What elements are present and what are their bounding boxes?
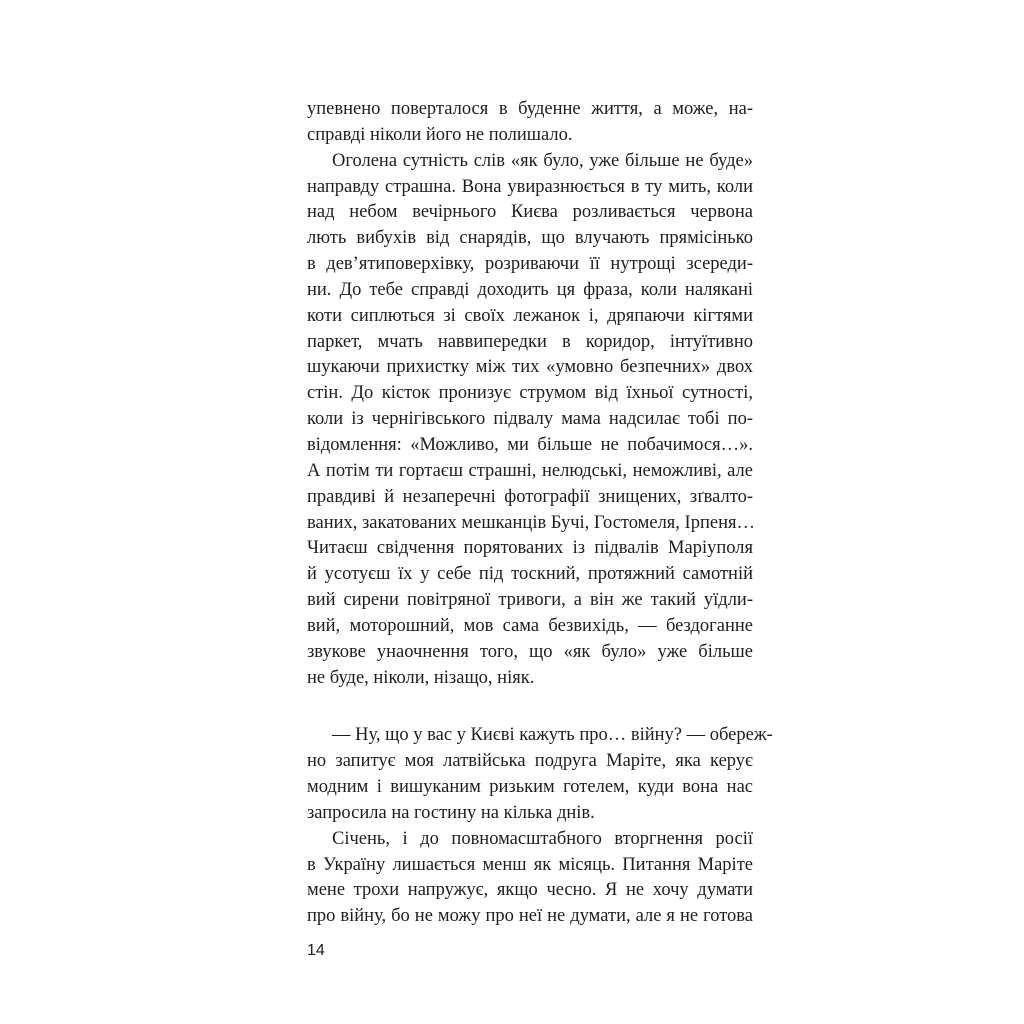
paragraph bbox=[307, 97, 753, 149]
text-line: звукове унаочнення того, що «як було» уже більше bbox=[307, 641, 753, 662]
text-line: в Україну лишається менш як місяць. Питання Маріте bbox=[307, 854, 753, 875]
section-break bbox=[307, 691, 753, 723]
page-number: 14 bbox=[307, 942, 325, 959]
text-line: ваних, закатованих мешканців Бучі, Гостомеля, Ірпеня… bbox=[307, 512, 755, 533]
text-line: стін. До кісток пронизує струмом від їхньої сутності, bbox=[307, 383, 753, 404]
text-line: правдиві й незаперечні фотографії знищених, зґвалто- bbox=[307, 486, 753, 507]
text-line: шукаючи прихистку між тих «умовно безпечних» двох bbox=[307, 357, 753, 378]
text-line: Оголена сутність слів «як було, уже більше не буде» bbox=[332, 150, 753, 171]
text-line: коти сиплються зі своїх лежанок і, дряпаючи кігтями bbox=[307, 305, 753, 326]
text-line: но запитує моя латвійська подруга Маріте, яка керує bbox=[307, 751, 753, 772]
text-line: справді ніколи його не полишало. bbox=[307, 124, 573, 145]
text-line: запросила на гостину на кілька днів. bbox=[307, 802, 595, 823]
paragraph bbox=[307, 149, 753, 692]
text-line: направду страшна. Вона увиразнюється в ту мить, коли bbox=[307, 176, 753, 197]
text-line: відомлення: «Можливо, ми більше не побачимося…». bbox=[307, 434, 753, 455]
text-line: А потім ти гортаєш страшні, нелюдські, неможливі, але bbox=[307, 460, 753, 481]
text-line: й усотуєш їх у себе під тоскний, протяжний самотній bbox=[307, 564, 753, 585]
text-line: паркет, мчать наввипередки в коридор, інтуїтивно bbox=[307, 331, 753, 352]
text-line: упевнено поверталося в буденне життя, а може, на- bbox=[307, 99, 753, 119]
text-line: ни. До тебе справді доходить ця фраза, коли налякані bbox=[307, 279, 753, 300]
text-line: в дев’ятиповерхівку, розриваючи її нутрощі зсереди- bbox=[307, 254, 753, 275]
text-line: над небом вечірнього Києва розливається червона bbox=[307, 202, 753, 223]
text-line: про війну, бо не можу про неї не думати, але я не готова bbox=[307, 906, 753, 927]
book-page-text bbox=[307, 97, 773, 930]
text-line: Січень, і до повномасштабного вторгнення росії bbox=[332, 828, 753, 849]
text-line: вий сирени повітряної тривоги, а він же такий уїдли- bbox=[307, 590, 753, 611]
text-line: — Ну, що у вас у Києві кажуть про… війну? — обереж- bbox=[332, 725, 773, 746]
paragraph bbox=[307, 827, 753, 930]
text-line: модним і вишуканим ризьким готелем, куди вона нас bbox=[307, 777, 753, 798]
text-line: лють вибухів від снарядів, що влучають прямісінько bbox=[307, 228, 753, 249]
text-line: коли із чернігівського підвалу мама надсилає тобі по- bbox=[307, 409, 753, 430]
text-line: мене трохи напружує, якщо чесно. Я не хочу думати bbox=[307, 880, 753, 901]
text-line: не буде, ніколи, нізащо, ніяк. bbox=[307, 667, 535, 688]
text-line: вий, моторошний, мов сама безвихідь, — бездоганне bbox=[307, 615, 753, 636]
paragraph bbox=[307, 723, 773, 826]
text-line: Читаєш свідчення порятованих із підвалів Маріуполя bbox=[307, 538, 753, 559]
